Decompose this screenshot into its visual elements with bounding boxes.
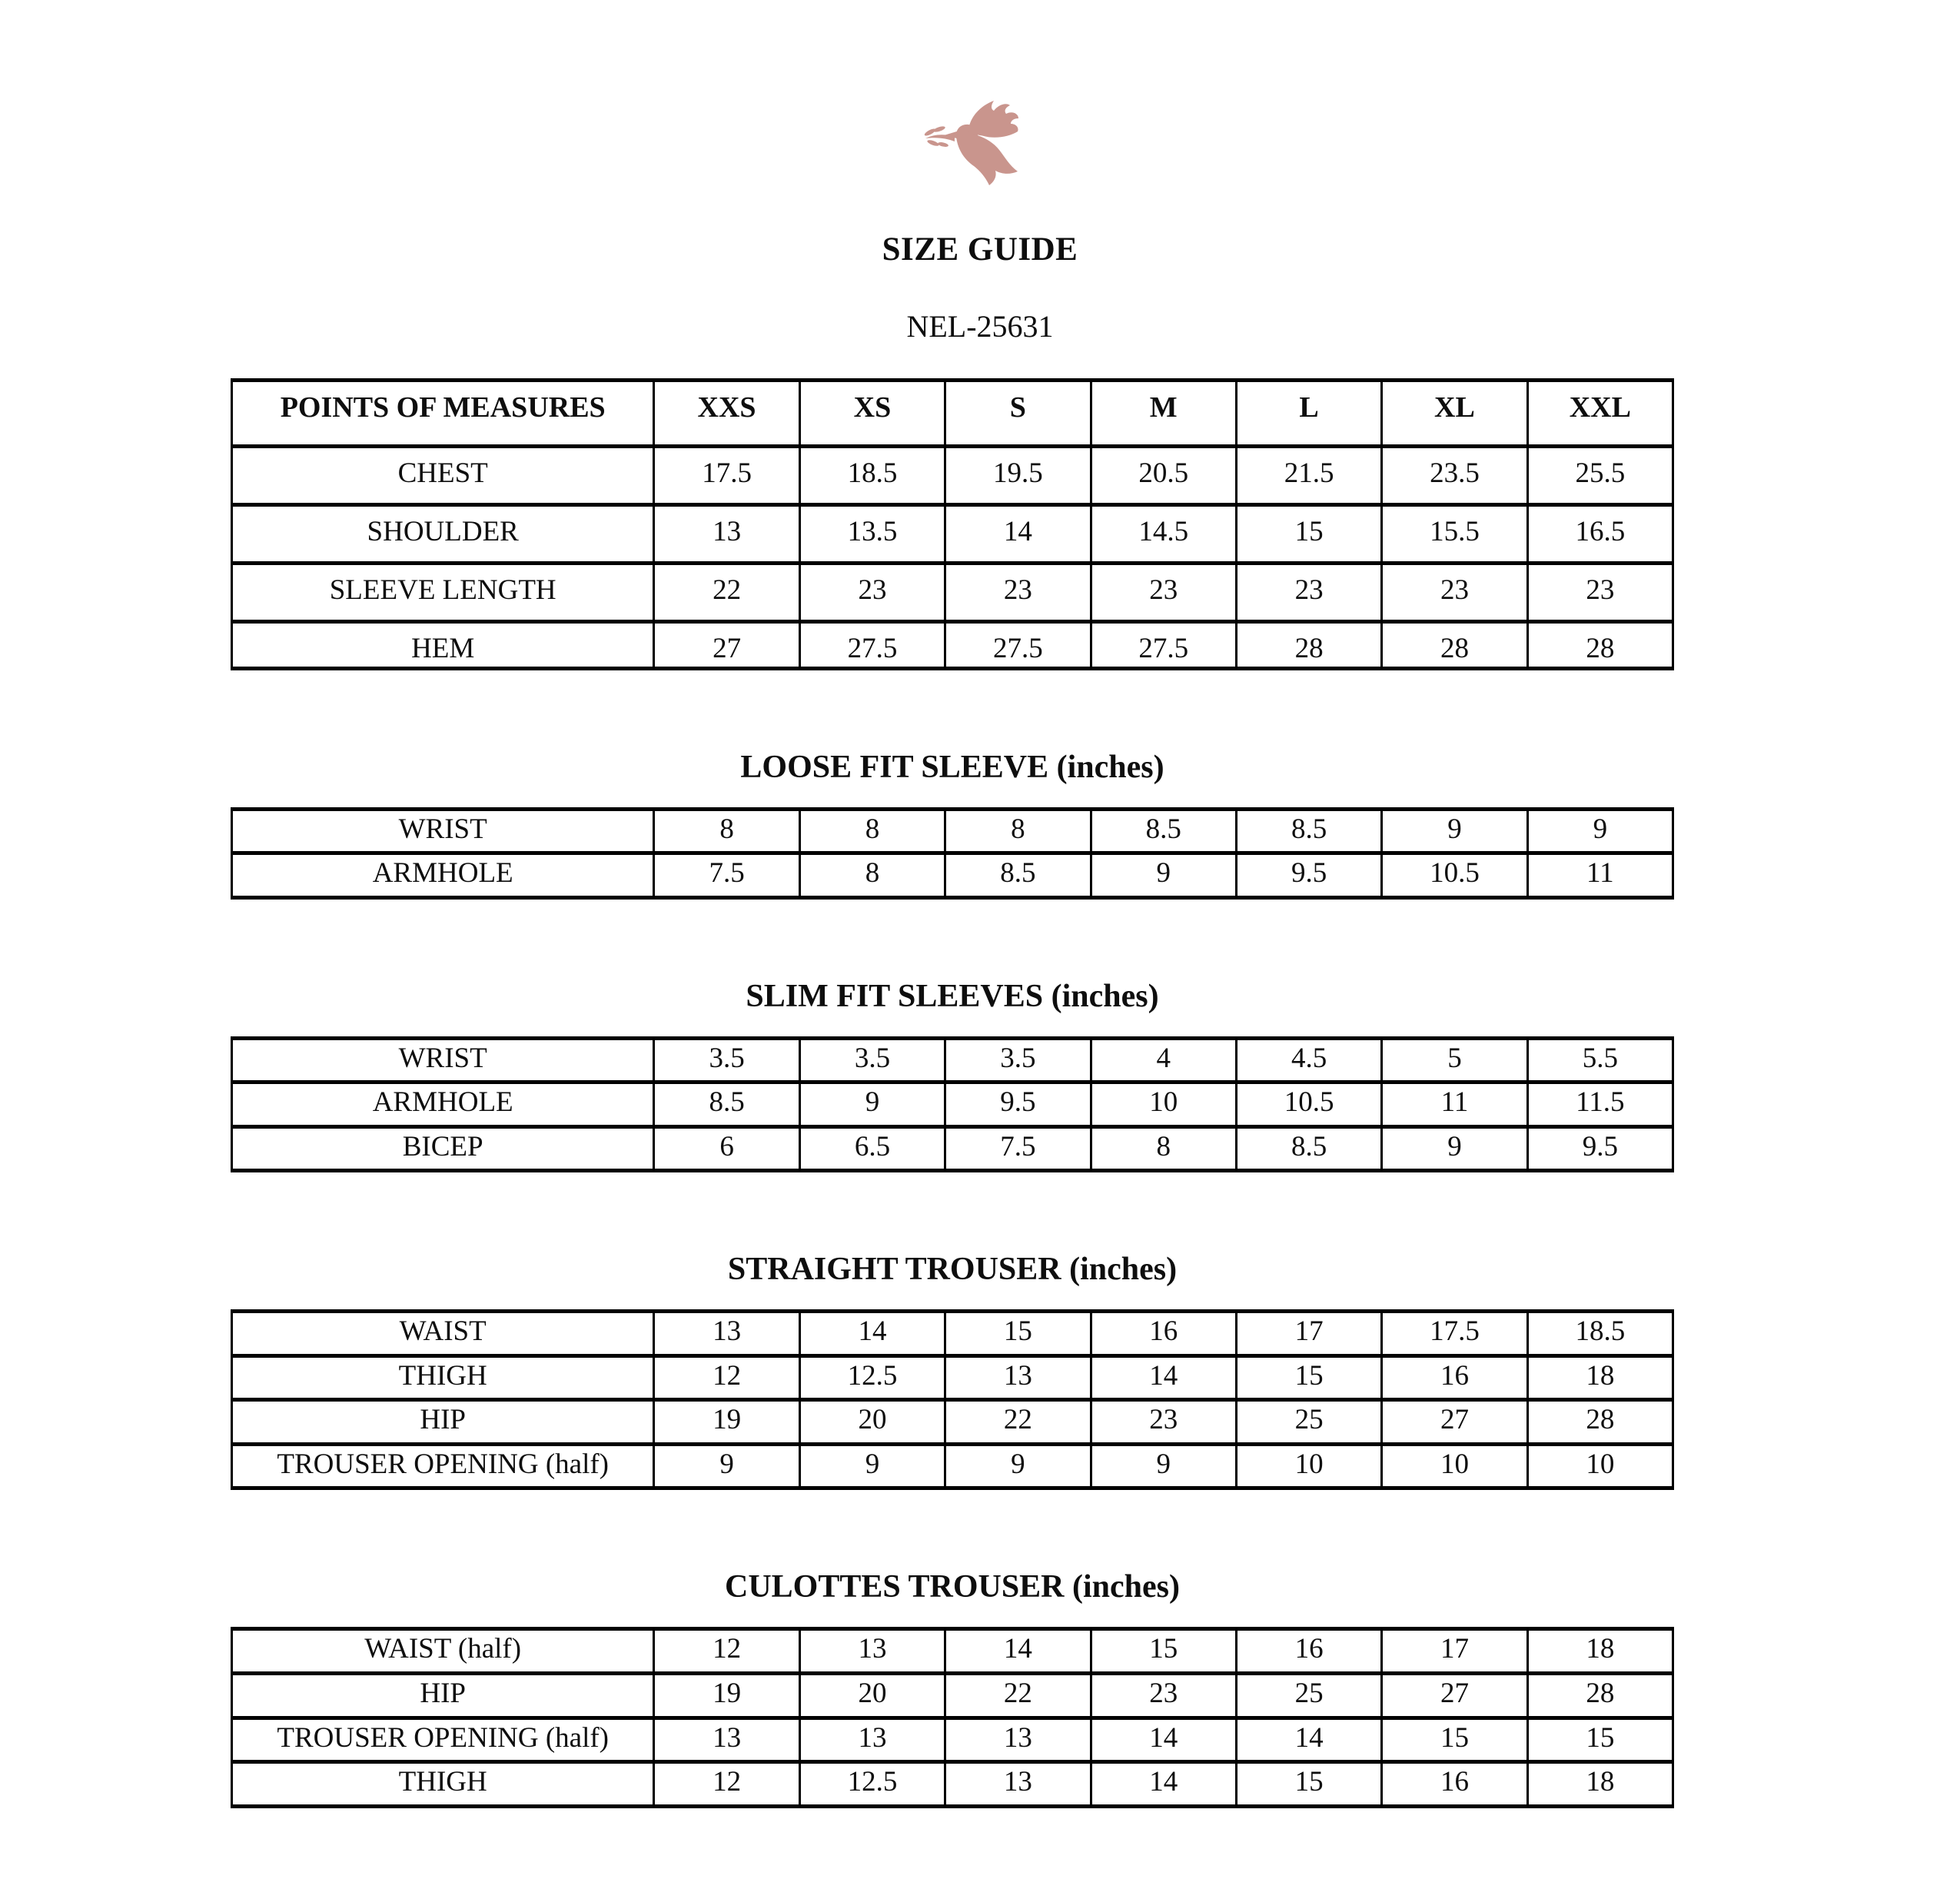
tables-area (231, 378, 1674, 1808)
measure-value: 10 (1091, 1083, 1236, 1127)
straight-trouser-body (232, 1312, 1673, 1488)
measure-value: 27 (1382, 1674, 1527, 1718)
measure-value: 22 (945, 1400, 1091, 1445)
measure-row (232, 447, 1673, 505)
measure-value: 13 (799, 1718, 945, 1762)
measure-label: WAIST (232, 1312, 654, 1356)
measure-value: 12 (654, 1355, 799, 1400)
measure-value: 11.5 (1527, 1083, 1673, 1127)
measure-value: 27.5 (945, 622, 1091, 669)
measure-value: 17 (1236, 1312, 1381, 1356)
measure-value: 9 (799, 1444, 945, 1488)
slim-fit-sleeves-table (231, 1036, 1674, 1173)
measure-value: 9 (654, 1444, 799, 1488)
measure-value: 16 (1382, 1355, 1527, 1400)
measure-row (232, 1312, 1673, 1356)
measure-value: 7.5 (945, 1126, 1091, 1171)
measure-value: 15 (1091, 1629, 1236, 1674)
measure-value: 13 (654, 1718, 799, 1762)
measure-label: WRIST (232, 809, 654, 853)
measure-value: 15.5 (1382, 505, 1527, 564)
size-header-row (232, 381, 1673, 447)
size-column-header: XXL (1527, 381, 1673, 447)
measure-value: 16 (1091, 1312, 1236, 1356)
measure-value: 10 (1236, 1444, 1381, 1488)
measure-value: 23 (1236, 564, 1381, 622)
measure-row (232, 1038, 1673, 1083)
measure-label: TROUSER OPENING (half) (232, 1718, 654, 1762)
measure-value: 13 (654, 1312, 799, 1356)
measure-value: 28 (1236, 622, 1381, 669)
measure-label: BICEP (232, 1126, 654, 1171)
size-column-header: XS (799, 381, 945, 447)
measure-value: 15 (1236, 505, 1381, 564)
measure-value: 5.5 (1527, 1038, 1673, 1083)
measure-value: 14 (1091, 1718, 1236, 1762)
measure-row (232, 505, 1673, 564)
measure-value: 4.5 (1236, 1038, 1381, 1083)
measure-value: 18 (1527, 1629, 1673, 1674)
brand-logo (0, 98, 1960, 191)
section-title-culottes-trouser: CULOTTES TROUSER (inches) (724, 1569, 1181, 1605)
measure-value: 20.5 (1091, 447, 1236, 505)
measure-label: HIP (232, 1400, 654, 1445)
measure-row (232, 1355, 1673, 1400)
measure-value: 17.5 (654, 447, 799, 505)
measure-value: 3.5 (654, 1038, 799, 1083)
measure-value: 9 (945, 1444, 1091, 1488)
measure-value: 9 (1382, 1126, 1527, 1171)
measure-row (232, 1400, 1673, 1445)
measure-value: 18 (1527, 1762, 1673, 1807)
measure-value: 11 (1527, 853, 1673, 898)
measure-value: 9 (1091, 1444, 1236, 1488)
measure-row (232, 1762, 1673, 1807)
measure-value: 4 (1091, 1038, 1236, 1083)
measure-value: 9.5 (1527, 1126, 1673, 1171)
measure-value: 27.5 (1091, 622, 1236, 669)
measure-value: 10.5 (1382, 853, 1527, 898)
measure-label: WRIST (232, 1038, 654, 1083)
measure-value: 7.5 (654, 853, 799, 898)
measure-value: 5 (1382, 1038, 1527, 1083)
measure-value: 8.5 (654, 1083, 799, 1127)
dove-icon (919, 98, 1041, 189)
measure-value: 17.5 (1382, 1312, 1527, 1356)
slim-fit-sleeves-body (232, 1038, 1673, 1171)
measure-value: 28 (1382, 622, 1527, 669)
culottes-trouser-table (231, 1627, 1674, 1808)
measure-value: 10.5 (1236, 1083, 1381, 1127)
measure-value: 8 (799, 809, 945, 853)
measure-value: 10 (1527, 1444, 1673, 1488)
measure-value: 13 (945, 1355, 1091, 1400)
measure-value: 8 (799, 853, 945, 898)
measure-value: 15 (1236, 1762, 1381, 1807)
size-column-header: XXS (654, 381, 799, 447)
measure-label: HIP (232, 1674, 654, 1718)
measure-label: ARMHOLE (232, 1083, 654, 1127)
measure-value: 14 (1236, 1718, 1381, 1762)
measure-row (232, 809, 1673, 853)
measure-value: 6 (654, 1126, 799, 1171)
measure-value: 8 (654, 809, 799, 853)
measure-row (232, 1629, 1673, 1674)
measure-row (232, 1083, 1673, 1127)
measure-value: 15 (945, 1312, 1091, 1356)
measure-value: 14 (945, 505, 1091, 564)
measure-value: 13 (799, 1629, 945, 1674)
measure-value: 13 (945, 1718, 1091, 1762)
measure-row (232, 1718, 1673, 1762)
measure-value: 28 (1527, 1674, 1673, 1718)
measure-value: 27.5 (799, 622, 945, 669)
measure-value: 8.5 (945, 853, 1091, 898)
measure-value: 16 (1382, 1762, 1527, 1807)
size-column-header: M (1091, 381, 1236, 447)
measure-value: 25 (1236, 1400, 1381, 1445)
measure-label: ARMHOLE (232, 853, 654, 898)
measure-label: HEM (232, 622, 654, 669)
measure-value: 12 (654, 1629, 799, 1674)
measure-value: 18.5 (799, 447, 945, 505)
measure-label: TROUSER OPENING (half) (232, 1444, 654, 1488)
measure-value: 14 (1091, 1355, 1236, 1400)
measure-value: 27 (654, 622, 799, 669)
measure-row (232, 1674, 1673, 1718)
measure-value: 14 (799, 1312, 945, 1356)
measure-label: SLEEVE LENGTH (232, 564, 654, 622)
measure-value: 23 (1091, 1674, 1236, 1718)
measure-value: 17 (1382, 1629, 1527, 1674)
loose-fit-sleeve-body (232, 809, 1673, 897)
measure-value: 3.5 (945, 1038, 1091, 1083)
measure-row (232, 622, 1673, 669)
measure-label: CHEST (232, 447, 654, 505)
measure-value: 13 (654, 505, 799, 564)
measure-value: 14.5 (1091, 505, 1236, 564)
measure-value: 15 (1527, 1718, 1673, 1762)
measure-label: THIGH (232, 1355, 654, 1400)
measure-value: 22 (945, 1674, 1091, 1718)
section-title-loose-fit-sleeve: LOOSE FIT SLEEVE (inches) (740, 749, 1164, 785)
measure-value: 18 (1527, 1355, 1673, 1400)
measure-value: 3.5 (799, 1038, 945, 1083)
measure-value: 21.5 (1236, 447, 1381, 505)
page-title: SIZE GUIDE (882, 231, 1078, 268)
measure-value: 13.5 (799, 505, 945, 564)
measure-value: 8.5 (1236, 1126, 1381, 1171)
measure-value: 19 (654, 1400, 799, 1445)
section-title-straight-trouser: STRAIGHT TROUSER (inches) (727, 1252, 1178, 1288)
measure-value: 20 (799, 1400, 945, 1445)
measure-value: 28 (1527, 622, 1673, 669)
measure-value: 16 (1236, 1629, 1381, 1674)
measure-value: 9 (799, 1083, 945, 1127)
straight-trouser-table (231, 1309, 1674, 1490)
measure-value: 9 (1091, 853, 1236, 898)
measure-value: 12.5 (799, 1355, 945, 1400)
measure-label: WAIST (half) (232, 1629, 654, 1674)
measure-value: 25.5 (1527, 447, 1673, 505)
measure-value: 15 (1236, 1355, 1381, 1400)
measure-value: 9.5 (1236, 853, 1381, 898)
measure-value: 18.5 (1527, 1312, 1673, 1356)
measure-row (232, 1126, 1673, 1171)
measure-value: 15 (1382, 1718, 1527, 1762)
measure-value: 6.5 (799, 1126, 945, 1171)
measure-value: 9.5 (945, 1083, 1091, 1127)
measure-value: 14 (945, 1629, 1091, 1674)
measure-value: 14 (1091, 1762, 1236, 1807)
culottes-trouser-body (232, 1629, 1673, 1806)
points-of-measures-table (231, 378, 1674, 670)
size-column-header: L (1236, 381, 1381, 447)
measure-label: SHOULDER (232, 505, 654, 564)
points-of-measures-header: POINTS OF MEASURES (232, 381, 654, 447)
size-column-header: S (945, 381, 1091, 447)
measure-row (232, 564, 1673, 622)
measure-value: 11 (1382, 1083, 1527, 1127)
measure-value: 23 (945, 564, 1091, 622)
measure-value: 12 (654, 1762, 799, 1807)
measure-value: 12.5 (799, 1762, 945, 1807)
measure-value: 8 (1091, 1126, 1236, 1171)
measure-row (232, 1444, 1673, 1488)
section-title-slim-fit-sleeves: SLIM FIT SLEEVES (inches) (746, 978, 1159, 1014)
measure-value: 16.5 (1527, 505, 1673, 564)
size-column-header: XL (1382, 381, 1527, 447)
measure-value: 28 (1527, 1400, 1673, 1445)
measure-value: 23 (1091, 1400, 1236, 1445)
measure-value: 23 (1382, 564, 1527, 622)
main-table-body (232, 447, 1673, 669)
measure-value: 27 (1382, 1400, 1527, 1445)
measure-value: 23.5 (1382, 447, 1527, 505)
measure-row (232, 853, 1673, 898)
measure-value: 19.5 (945, 447, 1091, 505)
measure-value: 8.5 (1091, 809, 1236, 853)
measure-value: 22 (654, 564, 799, 622)
measure-label: THIGH (232, 1762, 654, 1807)
loose-fit-sleeve-table (231, 807, 1674, 900)
measure-value: 25 (1236, 1674, 1381, 1718)
style-number: NEL-25631 (906, 309, 1054, 344)
measure-value: 19 (654, 1674, 799, 1718)
measure-value: 23 (1527, 564, 1673, 622)
measure-value: 8.5 (1236, 809, 1381, 853)
measure-value: 13 (945, 1762, 1091, 1807)
measure-value: 9 (1527, 809, 1673, 853)
measure-value: 8 (945, 809, 1091, 853)
measure-value: 23 (1091, 564, 1236, 622)
measure-value: 9 (1382, 809, 1527, 853)
measure-value: 23 (799, 564, 945, 622)
measure-value: 10 (1382, 1444, 1527, 1488)
measure-value: 20 (799, 1674, 945, 1718)
